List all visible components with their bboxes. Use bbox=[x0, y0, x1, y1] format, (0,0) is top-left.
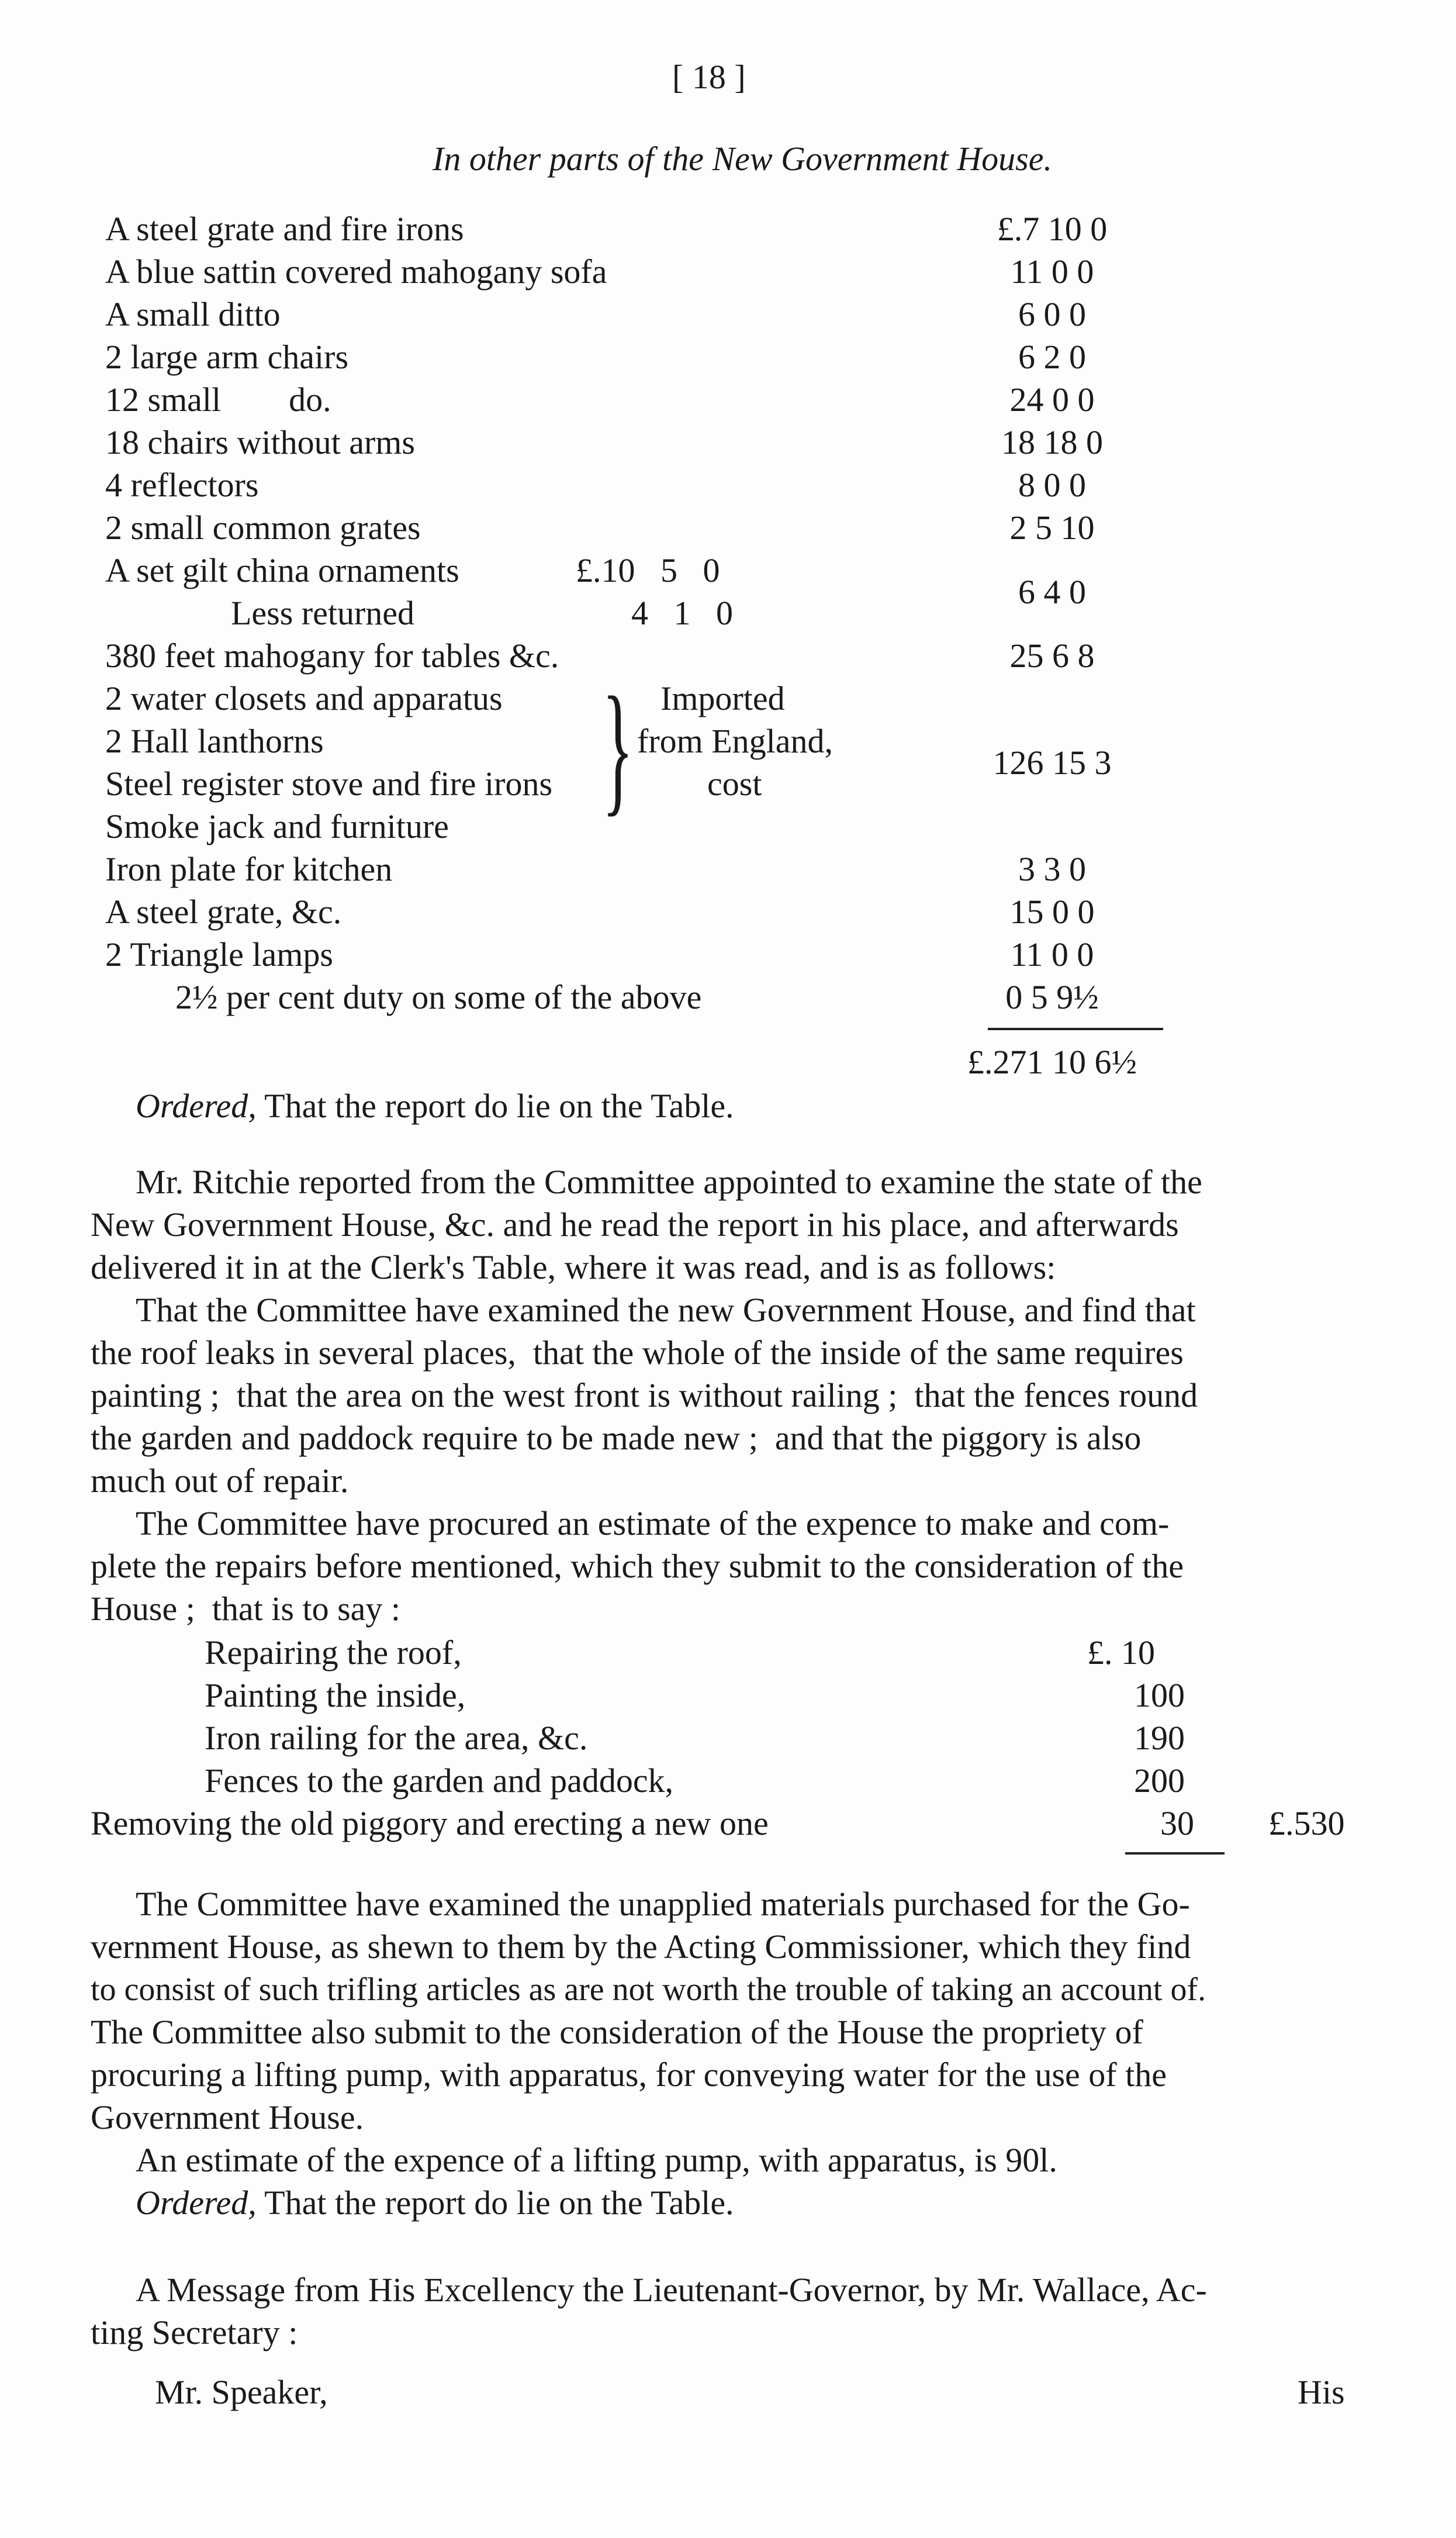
item-label: 2 Triangle lamps bbox=[105, 935, 333, 973]
item-label: 2½ per cent duty on some of the above bbox=[175, 978, 702, 1016]
paragraph-line: The Committee also submit to the consideration of the House the propriety of bbox=[91, 2013, 1143, 2051]
item-amount: 2 5 10 bbox=[1009, 509, 1095, 547]
item-label: 12 small do. bbox=[105, 381, 331, 419]
section-title: In other parts of the New Government House. bbox=[433, 140, 1052, 178]
repair-item: Removing the old piggory and erecting a new one bbox=[91, 1804, 769, 1842]
paragraph-line: An estimate of the expence of a lifting pump, with apparatus, is 90l. bbox=[136, 2141, 1057, 2179]
paragraph-line: painting ; that the area on the west front is without railing ; that the fences round bbox=[91, 1376, 1198, 1414]
paragraph-line: much out of repair. bbox=[91, 1462, 349, 1500]
china-label: A set gilt china ornaments bbox=[105, 551, 459, 589]
catchword: His bbox=[1298, 2373, 1345, 2411]
paragraph-line: Government House. bbox=[91, 2098, 364, 2136]
paragraph-line: Mr. Ritchie reported from the Committee appointed to examine the state of the bbox=[136, 1163, 1202, 1201]
item-amount: 0 5 9½ bbox=[1005, 978, 1099, 1016]
item-amount: 11 0 0 bbox=[1010, 253, 1094, 291]
page-number: [ 18 ] bbox=[672, 58, 746, 96]
ordered-line bbox=[136, 2181, 734, 2225]
item-label: 4 reflectors bbox=[105, 466, 259, 504]
repair-item: Fences to the garden and paddock, bbox=[205, 1762, 674, 1800]
ordered-rest: That the report do lie on the Table. bbox=[256, 1087, 734, 1125]
ordered-word: Ordered, bbox=[136, 2184, 257, 2222]
repair-amount: 190 bbox=[1134, 1719, 1185, 1757]
grand-total: £.271 10 6½ bbox=[967, 1043, 1137, 1081]
item-amount: 18 18 0 bbox=[1001, 423, 1103, 461]
item-label: 18 chairs without arms bbox=[105, 423, 415, 461]
repair-amount: 30 bbox=[1160, 1804, 1194, 1842]
item-amount: 6 0 0 bbox=[1018, 295, 1086, 333]
less-returned-amount: 4 1 0 bbox=[631, 594, 733, 632]
repair-item: Iron railing for the area, &c. bbox=[205, 1719, 588, 1757]
china-amount: 6 4 0 bbox=[1018, 573, 1086, 611]
repair-item: Painting the inside, bbox=[205, 1676, 466, 1714]
repair-amount: 200 bbox=[1134, 1762, 1185, 1800]
brace-glyph: } bbox=[602, 667, 634, 829]
paragraph-line: House ; that is to say : bbox=[91, 1590, 401, 1628]
item-amount: 8 0 0 bbox=[1018, 466, 1086, 504]
item-amount: 11 0 0 bbox=[1010, 935, 1094, 973]
imported-item: 2 Hall lanthorns bbox=[105, 722, 324, 760]
imported-note: Imported bbox=[660, 679, 785, 717]
ordered-word: Ordered, bbox=[136, 1087, 257, 1125]
repairs-rule bbox=[1125, 1852, 1225, 1855]
speaker-salutation: Mr. Speaker, bbox=[155, 2373, 328, 2411]
item-label: 2 small common grates bbox=[105, 509, 421, 547]
paragraph-line: delivered it in at the Clerk's Table, where it was read, and is as follows: bbox=[91, 1248, 1056, 1286]
paragraph-line: ting Secretary : bbox=[91, 2313, 298, 2351]
paragraph-line: to consist of such trifling articles as are not worth the trouble of taking an account of. bbox=[91, 1971, 1206, 2008]
paragraph-line: The Committee have procured an estimate of the expence to make and com- bbox=[136, 1504, 1170, 1542]
paragraph-line: plete the repairs before mentioned, which they submit to the consideration of the bbox=[91, 1547, 1184, 1585]
item-label: Iron plate for kitchen bbox=[105, 850, 393, 888]
imported-item: Steel register stove and fire irons bbox=[105, 765, 553, 803]
repair-amount: £. 10 bbox=[1087, 1634, 1155, 1672]
ordered-rest: That the report do lie on the Table. bbox=[256, 2184, 734, 2222]
item-amount: 6 2 0 bbox=[1018, 338, 1086, 376]
item-amount: £.7 10 0 bbox=[997, 210, 1108, 248]
imported-item: Smoke jack and furniture bbox=[105, 807, 449, 845]
paragraph-line: vernment House, as shewn to them by the Acting Commissioner, which they find bbox=[91, 1928, 1191, 1966]
item-label: A small ditto bbox=[105, 295, 281, 333]
item-amount: 15 0 0 bbox=[1009, 893, 1095, 931]
item-amount: 3 3 0 bbox=[1018, 850, 1086, 888]
paragraph-line: procuring a lifting pump, with apparatus, for conveying water for the use of the bbox=[91, 2056, 1167, 2094]
imported-item: 2 water closets and apparatus bbox=[105, 679, 503, 717]
paragraph-line: A Message from His Excellency the Lieutenant-Governor, by Mr. Wallace, Ac- bbox=[136, 2271, 1207, 2309]
repairs-total: £.530 bbox=[1268, 1804, 1345, 1842]
item-label: A steel grate, &c. bbox=[105, 893, 342, 931]
china-sub-amount: £.10 5 0 bbox=[576, 551, 720, 589]
mahogany-label: 380 feet mahogany for tables &c. bbox=[105, 637, 559, 675]
imported-note: from England, bbox=[637, 722, 834, 760]
paragraph-line: New Government House, &c. and he read the report in his place, and afterwards bbox=[91, 1206, 1179, 1244]
repair-item: Repairing the roof, bbox=[205, 1634, 462, 1672]
imported-amount: 126 15 3 bbox=[992, 744, 1112, 782]
paragraph-line: the garden and paddock require to be made new ; and that the piggory is also bbox=[91, 1419, 1142, 1457]
item-label: 2 large arm chairs bbox=[105, 338, 349, 376]
paragraph-line: The Committee have examined the unapplied materials purchased for the Go- bbox=[136, 1885, 1190, 1923]
item-label: A blue sattin covered mahogany sofa bbox=[105, 253, 607, 291]
total-rule bbox=[988, 1028, 1163, 1030]
ordered-line bbox=[136, 1085, 734, 1128]
item-label: A steel grate and fire irons bbox=[105, 210, 464, 248]
imported-note: cost bbox=[707, 765, 762, 803]
paragraph-line: That the Committee have examined the new Government House, and find that bbox=[136, 1291, 1196, 1329]
less-returned-label: Less returned bbox=[231, 594, 415, 632]
mahogany-amount: 25 6 8 bbox=[1009, 637, 1095, 675]
repair-amount: 100 bbox=[1134, 1676, 1185, 1714]
item-amount: 24 0 0 bbox=[1009, 381, 1095, 419]
paragraph-line: the roof leaks in several places, that the whole of the inside of the same requires bbox=[91, 1334, 1184, 1372]
